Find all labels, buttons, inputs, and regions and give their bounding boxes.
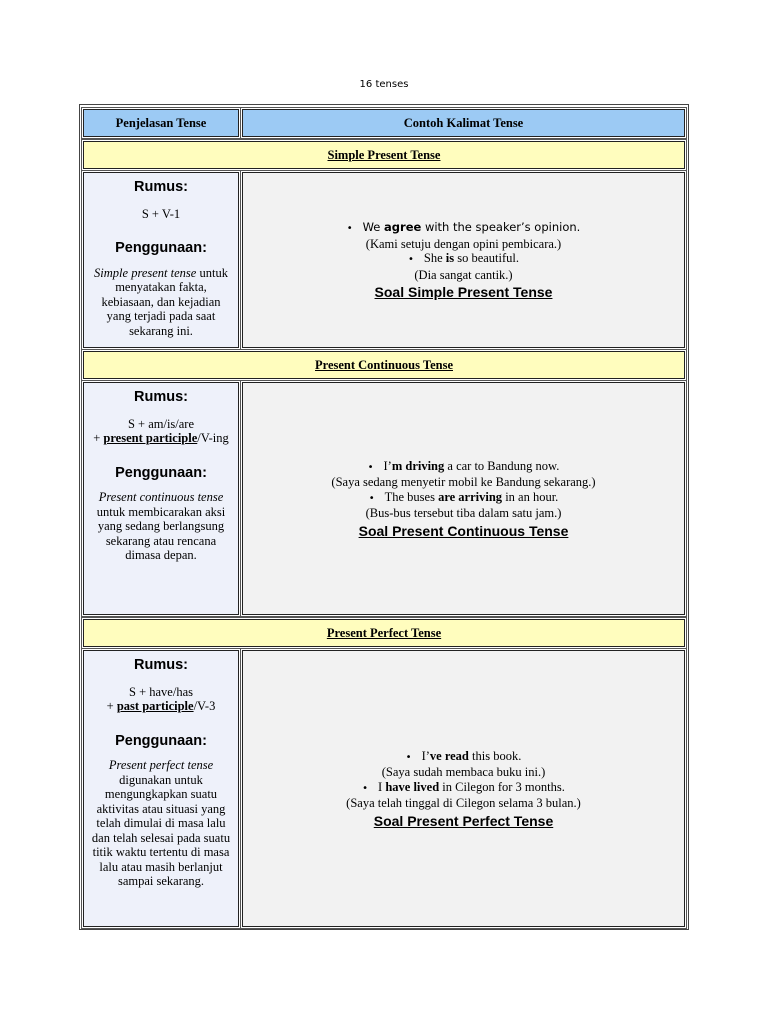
soal-link-simple-present[interactable]: Soal Simple Present Tense — [374, 284, 553, 301]
document-title: 16 tenses — [359, 79, 409, 90]
usage-description — [88, 758, 234, 889]
usage-text: untuk menyatakan fakta, kebiasaan, dan kejadian yang terjadi pada saat sekarang ini. — [101, 265, 228, 338]
usage-term: Present perfect tense — [108, 758, 214, 772]
rumus-label: Rumus: — [134, 657, 188, 673]
example-2-translation: (Saya telah tinggal di Cilegon selama 3 bulan.) — [346, 796, 581, 811]
section-title-present-continuous: Present Continuous Tense — [83, 351, 685, 379]
penggunaan-label: Penggunaan: — [115, 464, 207, 481]
example-cell-simple-present — [242, 172, 685, 348]
soal-link-present-perfect[interactable]: Soal Present Perfect Tense — [373, 812, 554, 829]
example-2-translation: (Dia sangat cantik.) — [414, 267, 513, 282]
example-cell-present-perfect — [242, 650, 685, 927]
rumus-label: Rumus: — [134, 389, 188, 405]
formula: S + V-1 — [141, 206, 181, 221]
past-participle-link[interactable]: past participle — [116, 699, 194, 713]
usage-description — [88, 266, 234, 339]
present-participle-link[interactable]: present participle — [103, 431, 198, 445]
header-explanation: Penjelasan Tense — [83, 109, 239, 137]
section-title-simple-present: Simple Present Tense — [83, 141, 685, 169]
soal-link-present-continuous[interactable]: Soal Present Continuous Tense — [358, 522, 569, 539]
example-1-translation: (Saya sedang menyetir mobil ke Bandung sekarang.) — [331, 475, 596, 490]
formula: S + have/has + past participle/V-3 — [106, 684, 216, 713]
explanation-cell-simple-present — [83, 172, 239, 348]
example-cell-present-continuous — [242, 382, 685, 615]
usage-term: Simple present tense — [94, 265, 197, 280]
penggunaan-label: Penggunaan: — [115, 240, 207, 256]
example-2: • I have lived in Cilegon for 3 months. — [362, 780, 565, 797]
explanation-cell-present-continuous — [83, 382, 239, 615]
example-1: • We agree with the speaker’s opinion. — [347, 220, 581, 237]
example-1-translation: (Kami setuju dengan opini pembicara.) — [365, 236, 562, 251]
example-1-translation: (Saya sudah membaca buku ini.) — [381, 765, 546, 780]
usage-text: digunakan untuk mengungkapkan suatu aktivitas atau situasi yang telah dimulai di masa lalu dan telah selesai pada suatu titik waktu tertentu di masa lalu atau masih berlanjut sampai sekarang. — [91, 772, 231, 888]
formula: S + am/is/are + present participle/V-ing — [93, 416, 229, 445]
explanation-cell-present-perfect — [83, 650, 239, 927]
example-2: • She is so beautiful. — [408, 251, 519, 268]
example-2: • The buses are arriving in an hour. — [369, 490, 559, 507]
usage-text: untuk membicarakan aksi yang sedang berlangsung sekarang atau rencana dimasa depan. — [96, 504, 226, 562]
example-1: • I’m driving a car to Bandung now. — [368, 459, 560, 476]
penggunaan-label: Penggunaan: — [115, 732, 207, 749]
example-2-translation: (Bus-bus tersebut tiba dalam satu jam.) — [365, 506, 562, 521]
example-1: • I’ve read this book. — [406, 749, 522, 766]
section-title-present-perfect: Present Perfect Tense — [83, 619, 685, 647]
usage-term: Present continuous tense — [98, 490, 224, 504]
header-examples: Contoh Kalimat Tense — [242, 109, 685, 137]
rumus-label: Rumus: — [134, 179, 188, 195]
usage-description — [88, 490, 234, 563]
